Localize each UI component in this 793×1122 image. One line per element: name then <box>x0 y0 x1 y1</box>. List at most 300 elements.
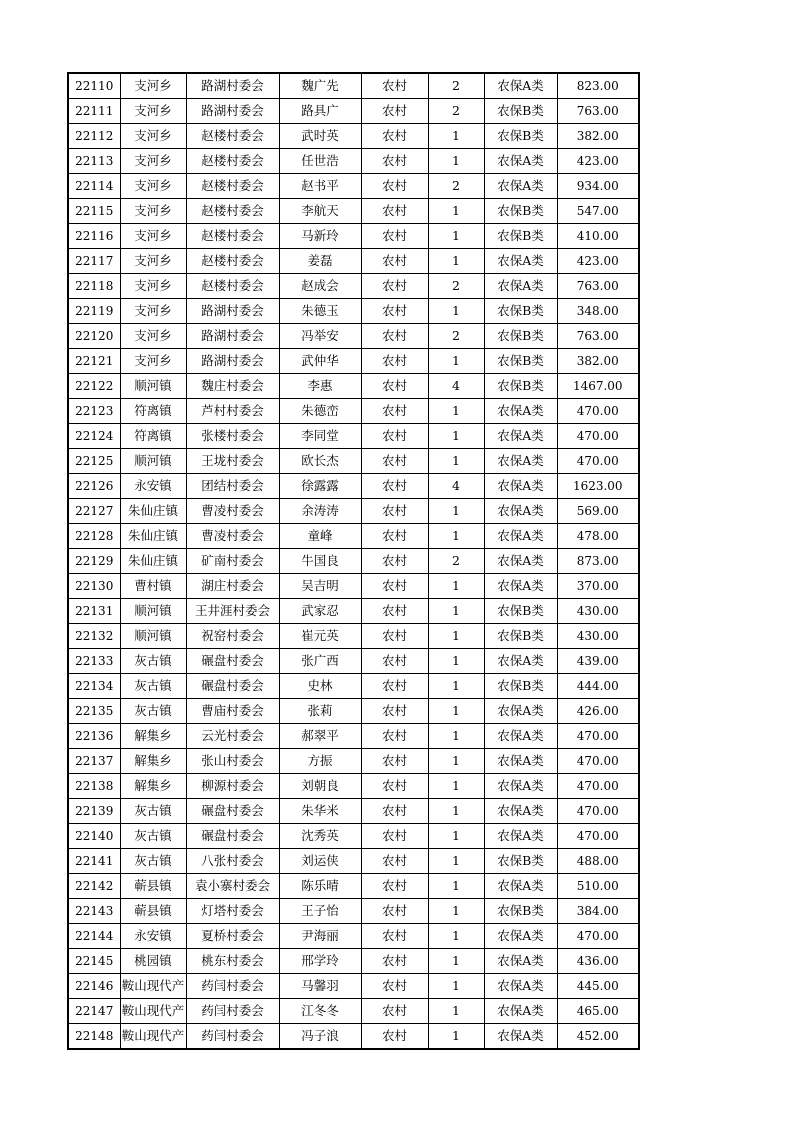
area-type-cell: 农村 <box>361 424 428 449</box>
amount-cell: 423.00 <box>557 249 639 274</box>
township-cell: 鞍山现代产 <box>120 974 186 999</box>
name-cell: 朱华米 <box>279 799 361 824</box>
table-row <box>68 199 639 224</box>
record-id-cell: 22141 <box>68 849 120 874</box>
record-id-cell: 22121 <box>68 349 120 374</box>
table-row <box>68 924 639 949</box>
name-cell: 尹海丽 <box>279 924 361 949</box>
household-count-cell: 1 <box>428 449 484 474</box>
insurance-category-cell: 农保B类 <box>484 124 557 149</box>
household-count-cell: 1 <box>428 499 484 524</box>
amount-cell: 436.00 <box>557 949 639 974</box>
household-count-cell: 2 <box>428 174 484 199</box>
area-type-cell: 农村 <box>361 299 428 324</box>
insurance-category-cell: 农保B类 <box>484 199 557 224</box>
household-count-cell: 1 <box>428 924 484 949</box>
insurance-category-cell: 农保A类 <box>484 649 557 674</box>
area-type-cell: 农村 <box>361 599 428 624</box>
household-count-cell: 4 <box>428 474 484 499</box>
township-cell: 顺河镇 <box>120 449 186 474</box>
area-type-cell: 农村 <box>361 624 428 649</box>
village-committee-cell: 曹凌村委会 <box>186 499 279 524</box>
insurance-category-cell: 农保A类 <box>484 274 557 299</box>
village-committee-cell: 张山村委会 <box>186 749 279 774</box>
household-count-cell: 2 <box>428 549 484 574</box>
table-row <box>68 324 639 349</box>
township-cell: 支河乡 <box>120 324 186 349</box>
amount-cell: 384.00 <box>557 899 639 924</box>
record-id-cell: 22123 <box>68 399 120 424</box>
record-id-cell: 22144 <box>68 924 120 949</box>
record-id-cell: 22114 <box>68 174 120 199</box>
township-cell: 朱仙庄镇 <box>120 549 186 574</box>
village-committee-cell: 路湖村委会 <box>186 299 279 324</box>
village-committee-cell: 药闫村委会 <box>186 1024 279 1050</box>
name-cell: 武家忍 <box>279 599 361 624</box>
table-row <box>68 574 639 599</box>
area-type-cell: 农村 <box>361 1024 428 1050</box>
name-cell: 武时英 <box>279 124 361 149</box>
table-row <box>68 824 639 849</box>
insurance-category-cell: 农保A类 <box>484 874 557 899</box>
household-count-cell: 1 <box>428 124 484 149</box>
name-cell: 张广西 <box>279 649 361 674</box>
village-committee-cell: 路湖村委会 <box>186 324 279 349</box>
record-id-cell: 22138 <box>68 774 120 799</box>
household-count-cell: 1 <box>428 599 484 624</box>
record-id-cell: 22124 <box>68 424 120 449</box>
table-row <box>68 549 639 574</box>
village-committee-cell: 路湖村委会 <box>186 99 279 124</box>
insurance-category-cell: 农保B类 <box>484 99 557 124</box>
household-count-cell: 1 <box>428 424 484 449</box>
area-type-cell: 农村 <box>361 799 428 824</box>
table-row <box>68 374 639 399</box>
area-type-cell: 农村 <box>361 874 428 899</box>
area-type-cell: 农村 <box>361 999 428 1024</box>
table-row <box>68 624 639 649</box>
township-cell: 解集乡 <box>120 724 186 749</box>
household-count-cell: 1 <box>428 949 484 974</box>
insurance-category-cell: 农保A类 <box>484 824 557 849</box>
insurance-category-cell: 农保A类 <box>484 574 557 599</box>
table-row <box>68 249 639 274</box>
name-cell: 朱德峦 <box>279 399 361 424</box>
village-committee-cell: 芦村村委会 <box>186 399 279 424</box>
table-row <box>68 149 639 174</box>
amount-cell: 426.00 <box>557 699 639 724</box>
table-row <box>68 124 639 149</box>
insurance-category-cell: 农保A类 <box>484 1024 557 1050</box>
amount-cell: 547.00 <box>557 199 639 224</box>
table-row <box>68 999 639 1024</box>
area-type-cell: 农村 <box>361 899 428 924</box>
insurance-category-cell: 农保B类 <box>484 224 557 249</box>
township-cell: 鞍山现代产 <box>120 999 186 1024</box>
amount-cell: 934.00 <box>557 174 639 199</box>
township-cell: 灰古镇 <box>120 699 186 724</box>
record-id-cell: 22142 <box>68 874 120 899</box>
name-cell: 路具广 <box>279 99 361 124</box>
insurance-category-cell: 农保A类 <box>484 949 557 974</box>
table-row <box>68 799 639 824</box>
amount-cell: 470.00 <box>557 774 639 799</box>
area-type-cell: 农村 <box>361 974 428 999</box>
area-type-cell: 农村 <box>361 949 428 974</box>
table-row <box>68 99 639 124</box>
amount-cell: 410.00 <box>557 224 639 249</box>
record-id-cell: 22145 <box>68 949 120 974</box>
area-type-cell: 农村 <box>361 924 428 949</box>
table-row <box>68 949 639 974</box>
name-cell: 马新玲 <box>279 224 361 249</box>
table-row <box>68 399 639 424</box>
village-committee-cell: 张楼村委会 <box>186 424 279 449</box>
township-cell: 永安镇 <box>120 924 186 949</box>
household-count-cell: 1 <box>428 199 484 224</box>
name-cell: 刘朝良 <box>279 774 361 799</box>
area-type-cell: 农村 <box>361 499 428 524</box>
insurance-category-cell: 农保A类 <box>484 524 557 549</box>
area-type-cell: 农村 <box>361 749 428 774</box>
household-count-cell: 1 <box>428 799 484 824</box>
household-count-cell: 1 <box>428 299 484 324</box>
area-type-cell: 农村 <box>361 549 428 574</box>
amount-cell: 470.00 <box>557 824 639 849</box>
name-cell: 张莉 <box>279 699 361 724</box>
area-type-cell: 农村 <box>361 274 428 299</box>
table-row <box>68 774 639 799</box>
amount-cell: 348.00 <box>557 299 639 324</box>
name-cell: 方振 <box>279 749 361 774</box>
household-count-cell: 1 <box>428 574 484 599</box>
table-row <box>68 899 639 924</box>
village-committee-cell: 曹凌村委会 <box>186 524 279 549</box>
area-type-cell: 农村 <box>361 224 428 249</box>
household-count-cell: 1 <box>428 1024 484 1050</box>
village-committee-cell: 碾盘村委会 <box>186 649 279 674</box>
name-cell: 童峰 <box>279 524 361 549</box>
table-row <box>68 449 639 474</box>
insurance-category-cell: 农保B类 <box>484 849 557 874</box>
insurance-category-cell: 农保A类 <box>484 974 557 999</box>
insurance-category-cell: 农保A类 <box>484 724 557 749</box>
township-cell: 顺河镇 <box>120 624 186 649</box>
village-committee-cell: 赵楼村委会 <box>186 149 279 174</box>
insurance-category-cell: 农保A类 <box>484 749 557 774</box>
insurance-category-cell: 农保A类 <box>484 249 557 274</box>
area-type-cell: 农村 <box>361 724 428 749</box>
table-row <box>68 299 639 324</box>
insurance-category-cell: 农保B类 <box>484 599 557 624</box>
insurance-category-cell: 农保A类 <box>484 149 557 174</box>
amount-cell: 763.00 <box>557 324 639 349</box>
record-id-cell: 22139 <box>68 799 120 824</box>
record-id-cell: 22115 <box>68 199 120 224</box>
table-row <box>68 849 639 874</box>
household-count-cell: 1 <box>428 649 484 674</box>
name-cell: 任世浩 <box>279 149 361 174</box>
area-type-cell: 农村 <box>361 99 428 124</box>
amount-cell: 510.00 <box>557 874 639 899</box>
amount-cell: 763.00 <box>557 99 639 124</box>
area-type-cell: 农村 <box>361 124 428 149</box>
record-id-cell: 22125 <box>68 449 120 474</box>
name-cell: 刘运侠 <box>279 849 361 874</box>
township-cell: 符离镇 <box>120 399 186 424</box>
name-cell: 江冬冬 <box>279 999 361 1024</box>
record-id-cell: 22111 <box>68 99 120 124</box>
village-committee-cell: 路湖村委会 <box>186 349 279 374</box>
table-row <box>68 73 639 99</box>
record-id-cell: 22130 <box>68 574 120 599</box>
household-count-cell: 1 <box>428 849 484 874</box>
township-cell: 灰古镇 <box>120 649 186 674</box>
area-type-cell: 农村 <box>361 824 428 849</box>
record-id-cell: 22135 <box>68 699 120 724</box>
township-cell: 支河乡 <box>120 274 186 299</box>
village-committee-cell: 碾盘村委会 <box>186 799 279 824</box>
table-row <box>68 974 639 999</box>
insurance-category-cell: 农保B类 <box>484 624 557 649</box>
amount-cell: 445.00 <box>557 974 639 999</box>
village-committee-cell: 赵楼村委会 <box>186 199 279 224</box>
village-committee-cell: 药闫村委会 <box>186 974 279 999</box>
record-id-cell: 22134 <box>68 674 120 699</box>
village-committee-cell: 桃东村委会 <box>186 949 279 974</box>
amount-cell: 470.00 <box>557 399 639 424</box>
table-row <box>68 599 639 624</box>
name-cell: 邢学玲 <box>279 949 361 974</box>
insurance-category-cell: 农保B类 <box>484 324 557 349</box>
name-cell: 吴吉明 <box>279 574 361 599</box>
area-type-cell: 农村 <box>361 174 428 199</box>
household-count-cell: 1 <box>428 899 484 924</box>
record-id-cell: 22128 <box>68 524 120 549</box>
township-cell: 支河乡 <box>120 299 186 324</box>
record-id-cell: 22137 <box>68 749 120 774</box>
name-cell: 李惠 <box>279 374 361 399</box>
table-row <box>68 749 639 774</box>
table-body <box>68 73 639 1049</box>
record-id-cell: 22131 <box>68 599 120 624</box>
amount-cell: 823.00 <box>557 73 639 99</box>
name-cell: 冯举安 <box>279 324 361 349</box>
record-id-cell: 22110 <box>68 73 120 99</box>
household-count-cell: 1 <box>428 249 484 274</box>
record-id-cell: 22112 <box>68 124 120 149</box>
village-committee-cell: 柳源村委会 <box>186 774 279 799</box>
household-count-cell: 1 <box>428 224 484 249</box>
area-type-cell: 农村 <box>361 249 428 274</box>
township-cell: 顺河镇 <box>120 599 186 624</box>
village-committee-cell: 赵楼村委会 <box>186 224 279 249</box>
insurance-category-cell: 农保A类 <box>484 424 557 449</box>
name-cell: 史林 <box>279 674 361 699</box>
household-count-cell: 1 <box>428 774 484 799</box>
household-count-cell: 1 <box>428 999 484 1024</box>
insurance-category-cell: 农保A类 <box>484 499 557 524</box>
table-row <box>68 649 639 674</box>
name-cell: 徐露露 <box>279 474 361 499</box>
amount-cell: 470.00 <box>557 449 639 474</box>
household-count-cell: 1 <box>428 824 484 849</box>
household-count-cell: 1 <box>428 349 484 374</box>
insurance-category-cell: 农保A类 <box>484 924 557 949</box>
household-count-cell: 4 <box>428 374 484 399</box>
table-row <box>68 474 639 499</box>
name-cell: 朱德玉 <box>279 299 361 324</box>
village-committee-cell: 王垅村委会 <box>186 449 279 474</box>
amount-cell: 370.00 <box>557 574 639 599</box>
village-committee-cell: 湖庄村委会 <box>186 574 279 599</box>
township-cell: 灰古镇 <box>120 849 186 874</box>
insurance-category-cell: 农保B类 <box>484 374 557 399</box>
insurance-category-cell: 农保B类 <box>484 674 557 699</box>
insurance-category-cell: 农保A类 <box>484 174 557 199</box>
table-row <box>68 874 639 899</box>
area-type-cell: 农村 <box>361 699 428 724</box>
table-row <box>68 424 639 449</box>
village-committee-cell: 矿南村委会 <box>186 549 279 574</box>
township-cell: 桃园镇 <box>120 949 186 974</box>
insurance-category-cell: 农保A类 <box>484 449 557 474</box>
name-cell: 赵成会 <box>279 274 361 299</box>
record-id-cell: 22116 <box>68 224 120 249</box>
household-count-cell: 2 <box>428 324 484 349</box>
township-cell: 支河乡 <box>120 99 186 124</box>
table-row <box>68 349 639 374</box>
village-committee-cell: 魏庄村委会 <box>186 374 279 399</box>
name-cell: 马馨羽 <box>279 974 361 999</box>
village-committee-cell: 路湖村委会 <box>186 73 279 99</box>
village-committee-cell: 袁小寨村委会 <box>186 874 279 899</box>
township-cell: 解集乡 <box>120 749 186 774</box>
name-cell: 武仲华 <box>279 349 361 374</box>
insurance-category-cell: 农保A类 <box>484 474 557 499</box>
household-count-cell: 1 <box>428 624 484 649</box>
township-cell: 解集乡 <box>120 774 186 799</box>
township-cell: 蕲县镇 <box>120 899 186 924</box>
area-type-cell: 农村 <box>361 849 428 874</box>
area-type-cell: 农村 <box>361 349 428 374</box>
table-row <box>68 274 639 299</box>
record-id-cell: 22140 <box>68 824 120 849</box>
township-cell: 朱仙庄镇 <box>120 524 186 549</box>
township-cell: 蕲县镇 <box>120 874 186 899</box>
area-type-cell: 农村 <box>361 474 428 499</box>
village-committee-cell: 赵楼村委会 <box>186 274 279 299</box>
amount-cell: 430.00 <box>557 599 639 624</box>
insurance-category-cell: 农保A类 <box>484 73 557 99</box>
village-committee-cell: 赵楼村委会 <box>186 124 279 149</box>
table-row <box>68 174 639 199</box>
village-committee-cell: 团结村委会 <box>186 474 279 499</box>
amount-cell: 470.00 <box>557 799 639 824</box>
name-cell: 沈秀英 <box>279 824 361 849</box>
village-committee-cell: 夏桥村委会 <box>186 924 279 949</box>
household-count-cell: 1 <box>428 699 484 724</box>
township-cell: 顺河镇 <box>120 374 186 399</box>
area-type-cell: 农村 <box>361 324 428 349</box>
name-cell: 王子怡 <box>279 899 361 924</box>
area-type-cell: 农村 <box>361 524 428 549</box>
township-cell: 灰古镇 <box>120 824 186 849</box>
township-cell: 永安镇 <box>120 474 186 499</box>
record-id-cell: 22118 <box>68 274 120 299</box>
insurance-category-cell: 农保A类 <box>484 549 557 574</box>
record-id-cell: 22129 <box>68 549 120 574</box>
household-count-cell: 2 <box>428 274 484 299</box>
household-count-cell: 1 <box>428 874 484 899</box>
township-cell: 支河乡 <box>120 149 186 174</box>
household-count-cell: 1 <box>428 524 484 549</box>
township-cell: 支河乡 <box>120 174 186 199</box>
township-cell: 朱仙庄镇 <box>120 499 186 524</box>
village-committee-cell: 碾盘村委会 <box>186 824 279 849</box>
record-id-cell: 22113 <box>68 149 120 174</box>
township-cell: 鞍山现代产 <box>120 1024 186 1050</box>
amount-cell: 763.00 <box>557 274 639 299</box>
amount-cell: 470.00 <box>557 724 639 749</box>
insurance-category-cell: 农保B类 <box>484 299 557 324</box>
name-cell: 崔元英 <box>279 624 361 649</box>
household-count-cell: 2 <box>428 73 484 99</box>
table-row <box>68 524 639 549</box>
name-cell: 李航天 <box>279 199 361 224</box>
record-id-cell: 22136 <box>68 724 120 749</box>
amount-cell: 470.00 <box>557 924 639 949</box>
name-cell: 魏广先 <box>279 73 361 99</box>
area-type-cell: 农村 <box>361 399 428 424</box>
township-cell: 支河乡 <box>120 249 186 274</box>
area-type-cell: 农村 <box>361 774 428 799</box>
amount-cell: 439.00 <box>557 649 639 674</box>
village-committee-cell: 碾盘村委会 <box>186 674 279 699</box>
table-row <box>68 699 639 724</box>
amount-cell: 470.00 <box>557 749 639 774</box>
village-committee-cell: 曹庙村委会 <box>186 699 279 724</box>
record-id-cell: 22117 <box>68 249 120 274</box>
household-count-cell: 1 <box>428 749 484 774</box>
name-cell: 赵书平 <box>279 174 361 199</box>
name-cell: 李同堂 <box>279 424 361 449</box>
record-id-cell: 22143 <box>68 899 120 924</box>
area-type-cell: 农村 <box>361 199 428 224</box>
household-count-cell: 1 <box>428 399 484 424</box>
township-cell: 支河乡 <box>120 224 186 249</box>
amount-cell: 1467.00 <box>557 374 639 399</box>
household-count-cell: 1 <box>428 674 484 699</box>
amount-cell: 444.00 <box>557 674 639 699</box>
amount-cell: 873.00 <box>557 549 639 574</box>
insurance-category-cell: 农保A类 <box>484 699 557 724</box>
record-id-cell: 22127 <box>68 499 120 524</box>
township-cell: 符离镇 <box>120 424 186 449</box>
record-id-cell: 22147 <box>68 999 120 1024</box>
village-committee-cell: 药闫村委会 <box>186 999 279 1024</box>
record-id-cell: 22148 <box>68 1024 120 1050</box>
amount-cell: 470.00 <box>557 424 639 449</box>
village-committee-cell: 云光村委会 <box>186 724 279 749</box>
record-id-cell: 22120 <box>68 324 120 349</box>
area-type-cell: 农村 <box>361 73 428 99</box>
amount-cell: 488.00 <box>557 849 639 874</box>
area-type-cell: 农村 <box>361 674 428 699</box>
table-row <box>68 224 639 249</box>
village-committee-cell: 八张村委会 <box>186 849 279 874</box>
name-cell: 姜磊 <box>279 249 361 274</box>
